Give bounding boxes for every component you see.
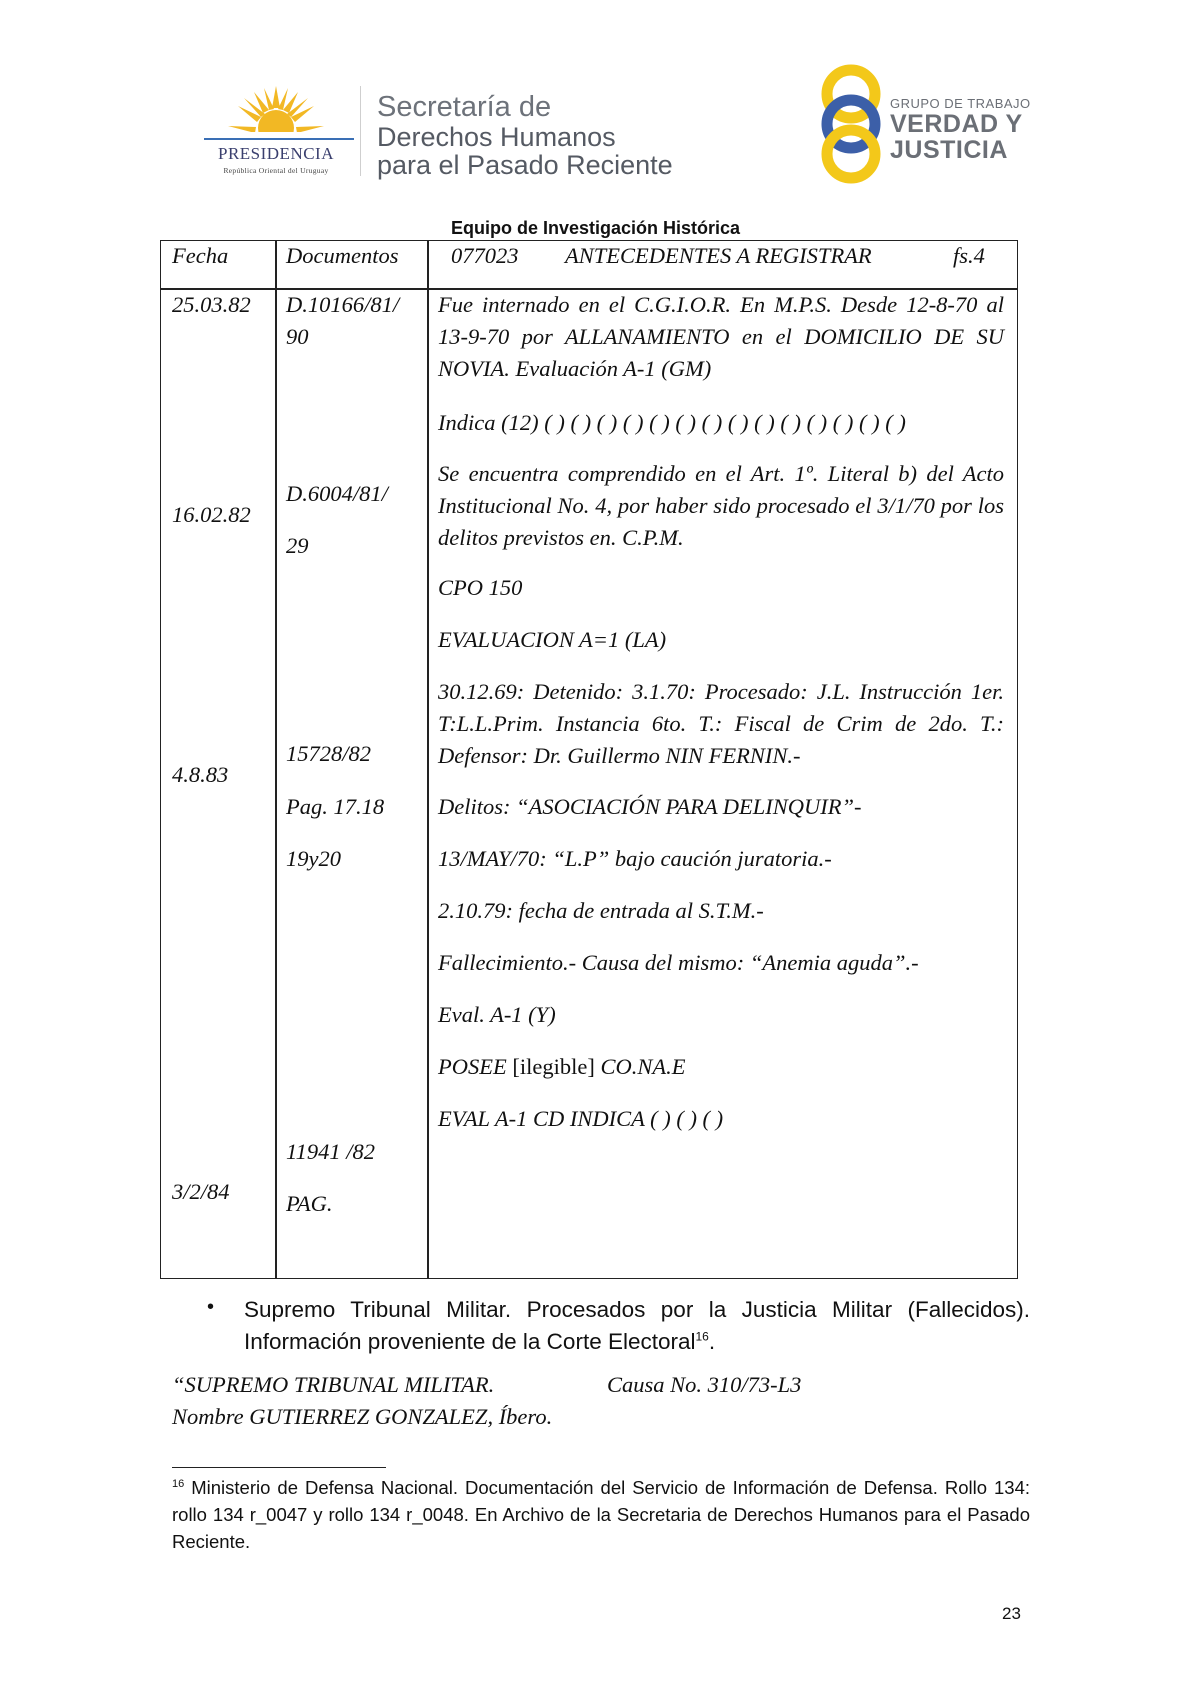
antecedente-paragraph: EVALUACION A=1 (LA)	[438, 627, 667, 652]
secretaria-line1: Secretaría de	[377, 91, 552, 123]
documento-cell: 19y20	[286, 846, 341, 871]
bullet-paragraph	[244, 1294, 1030, 1358]
antecedente-paragraph-posee	[438, 1051, 1004, 1083]
header-antecedentes: ANTECEDENTES A REGISTRAR	[565, 243, 872, 268]
header-fecha: Fecha	[172, 243, 229, 268]
interlocked-rings-icon	[812, 62, 890, 186]
antecedente-paragraph: CPO 150	[438, 575, 523, 600]
footnote-text: Ministerio de Defensa Nacional. Documentación del Servicio de Información de Defensa. Rollo 134: rollo 134 r_0047 y rollo 134 r_0048. En Archivo de la Secretaria de Derechos Humanos para el Pasado Reciente.	[172, 1477, 1030, 1552]
antecedentes-table	[160, 240, 1018, 1279]
antecedente-paragraph: Fue internado en el C.G.I.O.R. En M.P.S. Desde 12-8-70 al 13-9-70 por ALLANAMIENTO en el DOMICILIO DE SU NOVIA. Evaluación A-1 (GM)	[438, 292, 1004, 381]
sun-icon	[224, 82, 328, 140]
bullet-dot-icon: •	[207, 1296, 215, 1318]
bullet-end: .	[708, 1329, 716, 1354]
header-divider	[360, 86, 361, 176]
antecedente-paragraph: 30.12.69: Detenido: 3.1.70: Procesado: J.L. Instrucción 1er. T:L.L.Prim. Instancia 6to. T.: Fiscal de Crim de 2do. T.: Defensor: Dr. Guillermo NIN FERNIN.-	[438, 679, 1004, 768]
documento-cell: 15728/82	[286, 741, 372, 766]
antecedente-paragraph: Se encuentra comprendido en el Art. 1º. Literal b) del Acto Institucional No. 4, por haber sido procesado el 3/1/70 por los delitos previstos en. C.P.M.	[438, 461, 1004, 550]
secretaria-line3: para el Pasado Reciente	[377, 150, 673, 180]
documento-cell: 11941 /82	[286, 1139, 375, 1164]
posee-label: POSEE	[438, 1054, 507, 1079]
bullet-text: Supremo Tribunal Militar. Procesados por la Justicia Militar (Fallecidos). Información proveniente de la Corte Electoral	[244, 1297, 1030, 1354]
antecedente-paragraph: EVAL A-1 CD INDICA ( ) ( ) ( )	[438, 1106, 724, 1131]
documento-cell: 29	[286, 533, 309, 558]
page-number: 23	[1002, 1604, 1021, 1623]
documento-cell: PAG.	[286, 1191, 333, 1216]
footnote-rule	[172, 1467, 386, 1468]
presidencia-underline	[204, 138, 354, 140]
antecedente-paragraph: 2.10.79: fecha de entrada al S.T.M.-	[438, 898, 764, 923]
fecha-cell: 16.02.82	[172, 502, 251, 527]
header-fs: fs.4	[953, 243, 985, 268]
documento-cell: D.6004/81/	[286, 481, 388, 506]
fecha-cell: 25.03.82	[172, 292, 251, 317]
quote-line1-right: Causa No. 310/73-L3	[607, 1372, 802, 1397]
grupo-line2: VERDAD Y	[890, 110, 1023, 138]
fecha-cell: 4.8.83	[172, 762, 229, 787]
header-documentos: Documentos	[286, 243, 399, 268]
antecedente-paragraph: 13/MAY/70: “L.P” bajo caución juratoria.-	[438, 846, 832, 871]
footnote	[172, 1474, 1030, 1555]
quote-line2: Nombre GUTIERREZ GONZALEZ, Íbero.	[172, 1404, 553, 1429]
secretaria-line2: Derechos Humanos	[377, 122, 616, 152]
documento-cell: D.10166/81/	[286, 292, 400, 317]
column-divider	[275, 241, 277, 1278]
grupo-line3: JUSTICIA	[890, 136, 1008, 164]
antecedente-paragraph: Indica (12) ( ) ( ) ( ) ( ) ( ) ( ) ( ) ( ) ( ) ( ) ( ) ( ) ( ) ( )	[438, 410, 906, 435]
grupo-trabajo-text	[890, 96, 1031, 163]
header-numero: 077023	[451, 243, 519, 268]
ilegible-note: [ilegible]	[512, 1054, 595, 1079]
footnote-ref[interactable]: 16	[695, 1329, 709, 1344]
documento-cell: 90	[286, 324, 309, 349]
footnote-number: 16	[172, 1477, 185, 1490]
antecedente-paragraph: Delitos: “ASOCIACIÓN PARA DELINQUIR”-	[438, 794, 862, 819]
presidencia-subtitle: República Oriental del Uruguay	[223, 166, 329, 175]
documento-cell: Pag. 17.18	[286, 794, 385, 819]
antecedente-paragraph: Fallecimiento.- Causa del mismo: “Anemia aguda”.-	[438, 950, 919, 975]
grupo-line1: GRUPO DE TRABAJO	[890, 96, 1031, 111]
equipo-heading: Equipo de Investigación Histórica	[450, 218, 741, 238]
conae-label: CO.NA.E	[600, 1054, 686, 1079]
presidencia-title: PRESIDENCIA	[217, 144, 334, 163]
antecedente-paragraph: Eval. A-1 (Y)	[438, 1002, 556, 1027]
presidencia-logo	[196, 82, 356, 182]
secretaria-logo-text	[377, 92, 673, 179]
column-divider	[427, 241, 429, 1278]
quote-line1-left: “SUPREMO TRIBUNAL MILITAR.	[172, 1372, 495, 1397]
fecha-cell: 3/2/84	[172, 1179, 230, 1204]
